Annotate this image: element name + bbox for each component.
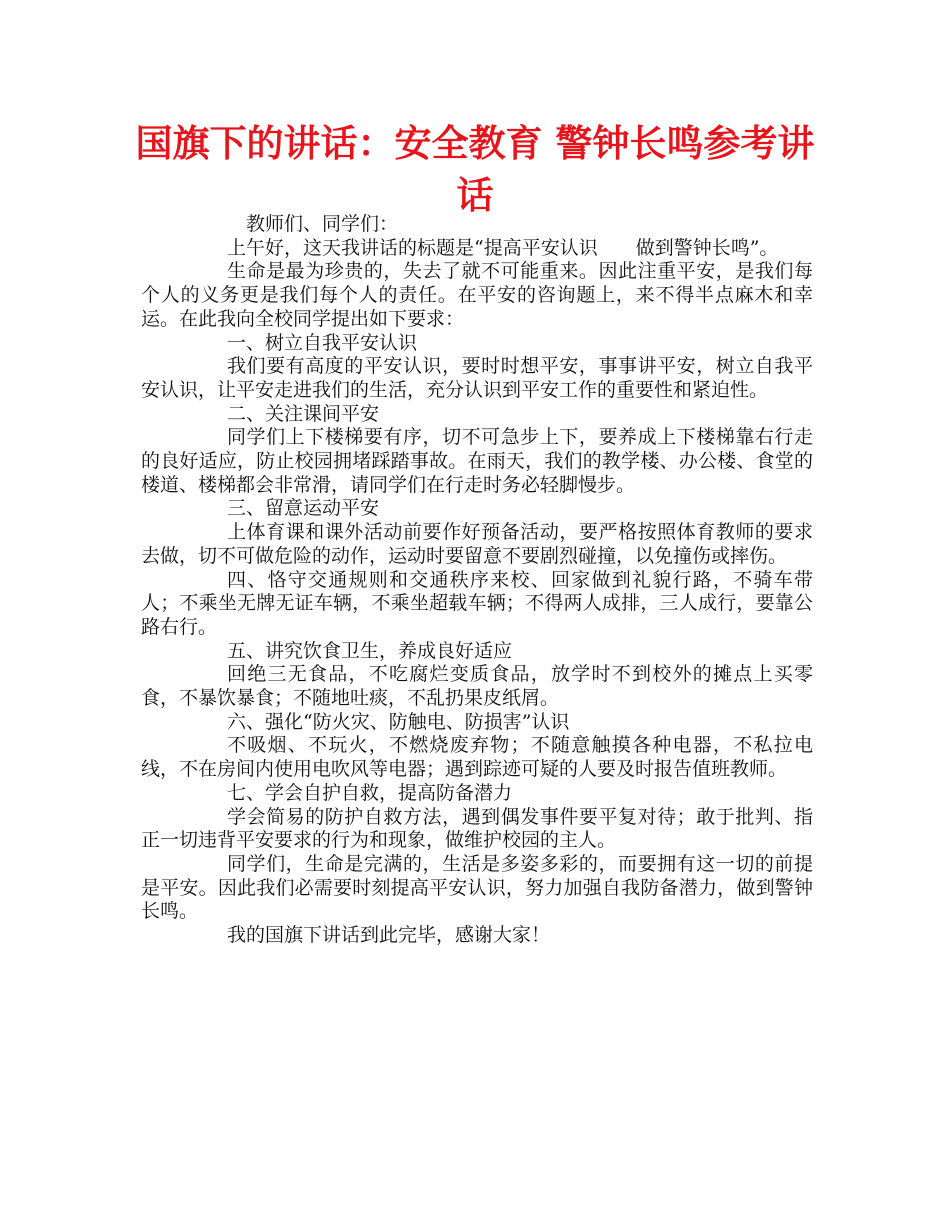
section-heading-3: 三、留意运动平安 — [227, 497, 380, 520]
section-heading-6: 六、强化“防火灾、防触电、防损害”认识 — [227, 710, 570, 733]
paragraph-section-5: 回绝三无食品，不吃腐烂变质食品，放学时不到校外的摊点上买零食，不暴饮暴食；不随地吐痰，不乱扔果皮纸屑。 — [141, 663, 813, 710]
paragraph-conclusion: 同学们，生命是完满的，生活是多姿多彩的，而要拥有这一切的前提是平安。因此我们必需要时刻提高平安认识，努力加强自我防备潜力，做到警钟长鸣。 — [141, 852, 813, 923]
section-heading-7: 七、学会自护自救，提高防备潜力 — [227, 781, 513, 804]
paragraph-section-1: 我们要有高度的平安认识，要时时想平安，事事讲平安，树立自我平安认识，让平安走进我们的生活，充分认识到平安工作的重要性和紧迫性。 — [141, 355, 813, 401]
paragraph-section-6: 不吸烟、不玩火，不燃烧废弃物；不随意触摸各种电器，不私拉电线，不在房间内使用电吹风等电器；遇到踪迹可疑的人要及时报告值班教师。 — [141, 734, 813, 781]
section-heading-5: 五、讲究饮食卫生，养成良好适应 — [227, 639, 513, 662]
section-heading-1: 一、树立自我平安认识 — [227, 331, 418, 354]
paragraph-intro: 生命是最为珍贵的，失去了就不可能重来。因此注重平安，是我们每个人的义务更是我们每个人的责任。在平安的咨询题上，来不得半点麻木和幸运。在此我向全校同学提出如下要求： — [141, 260, 813, 330]
paragraph-section-3: 上体育课和课外活动前要作好预备活动，要严格按照体育教师的要求去做，切不可做危险的动作，运动时要留意不要剧烈碰撞，以免撞伤或摔伤。 — [141, 521, 813, 567]
paragraph-section-2: 同学们上下楼梯要有序，切不可急步上下，要养成上下楼梯靠右行走的良好适应，防止校园拥堵踩踏事故。在雨天，我们的教学楼、办公楼、食堂的楼道、楼梯都会非常滑，请同学们在行走时务必轻脚慢步。 — [141, 426, 813, 496]
section-heading-2: 二、关注课间平安 — [227, 402, 380, 425]
paragraph-section-4: 四、恪守交通规则和交通秩序来校、回家做到礼貌行路，不骑车带人；不乘坐无牌无证车辆，不乘坐超载车辆；不得两人成排，三人成行，要靠公路右行。 — [141, 568, 813, 638]
document-body — [141, 213, 813, 948]
paragraph-section-7: 学会简易的防护自救方法，遇到偶发事件要平复对待；敢于批判、指正一切违背平安要求的行为和现象，做维护校园的主人。 — [141, 805, 813, 852]
paragraph-opening: 上午好，这天我讲话的标题是“提高平安认识 做到警钟长鸣”。 — [227, 236, 779, 259]
paragraph-greeting: 教师们、同学们： — [246, 213, 399, 235]
document-title: 国旗下的讲话：安全教育 警钟长鸣参考讲话 — [135, 122, 815, 217]
paragraph-closing: 我的国旗下讲话到此完毕，感谢大家！ — [227, 924, 551, 947]
